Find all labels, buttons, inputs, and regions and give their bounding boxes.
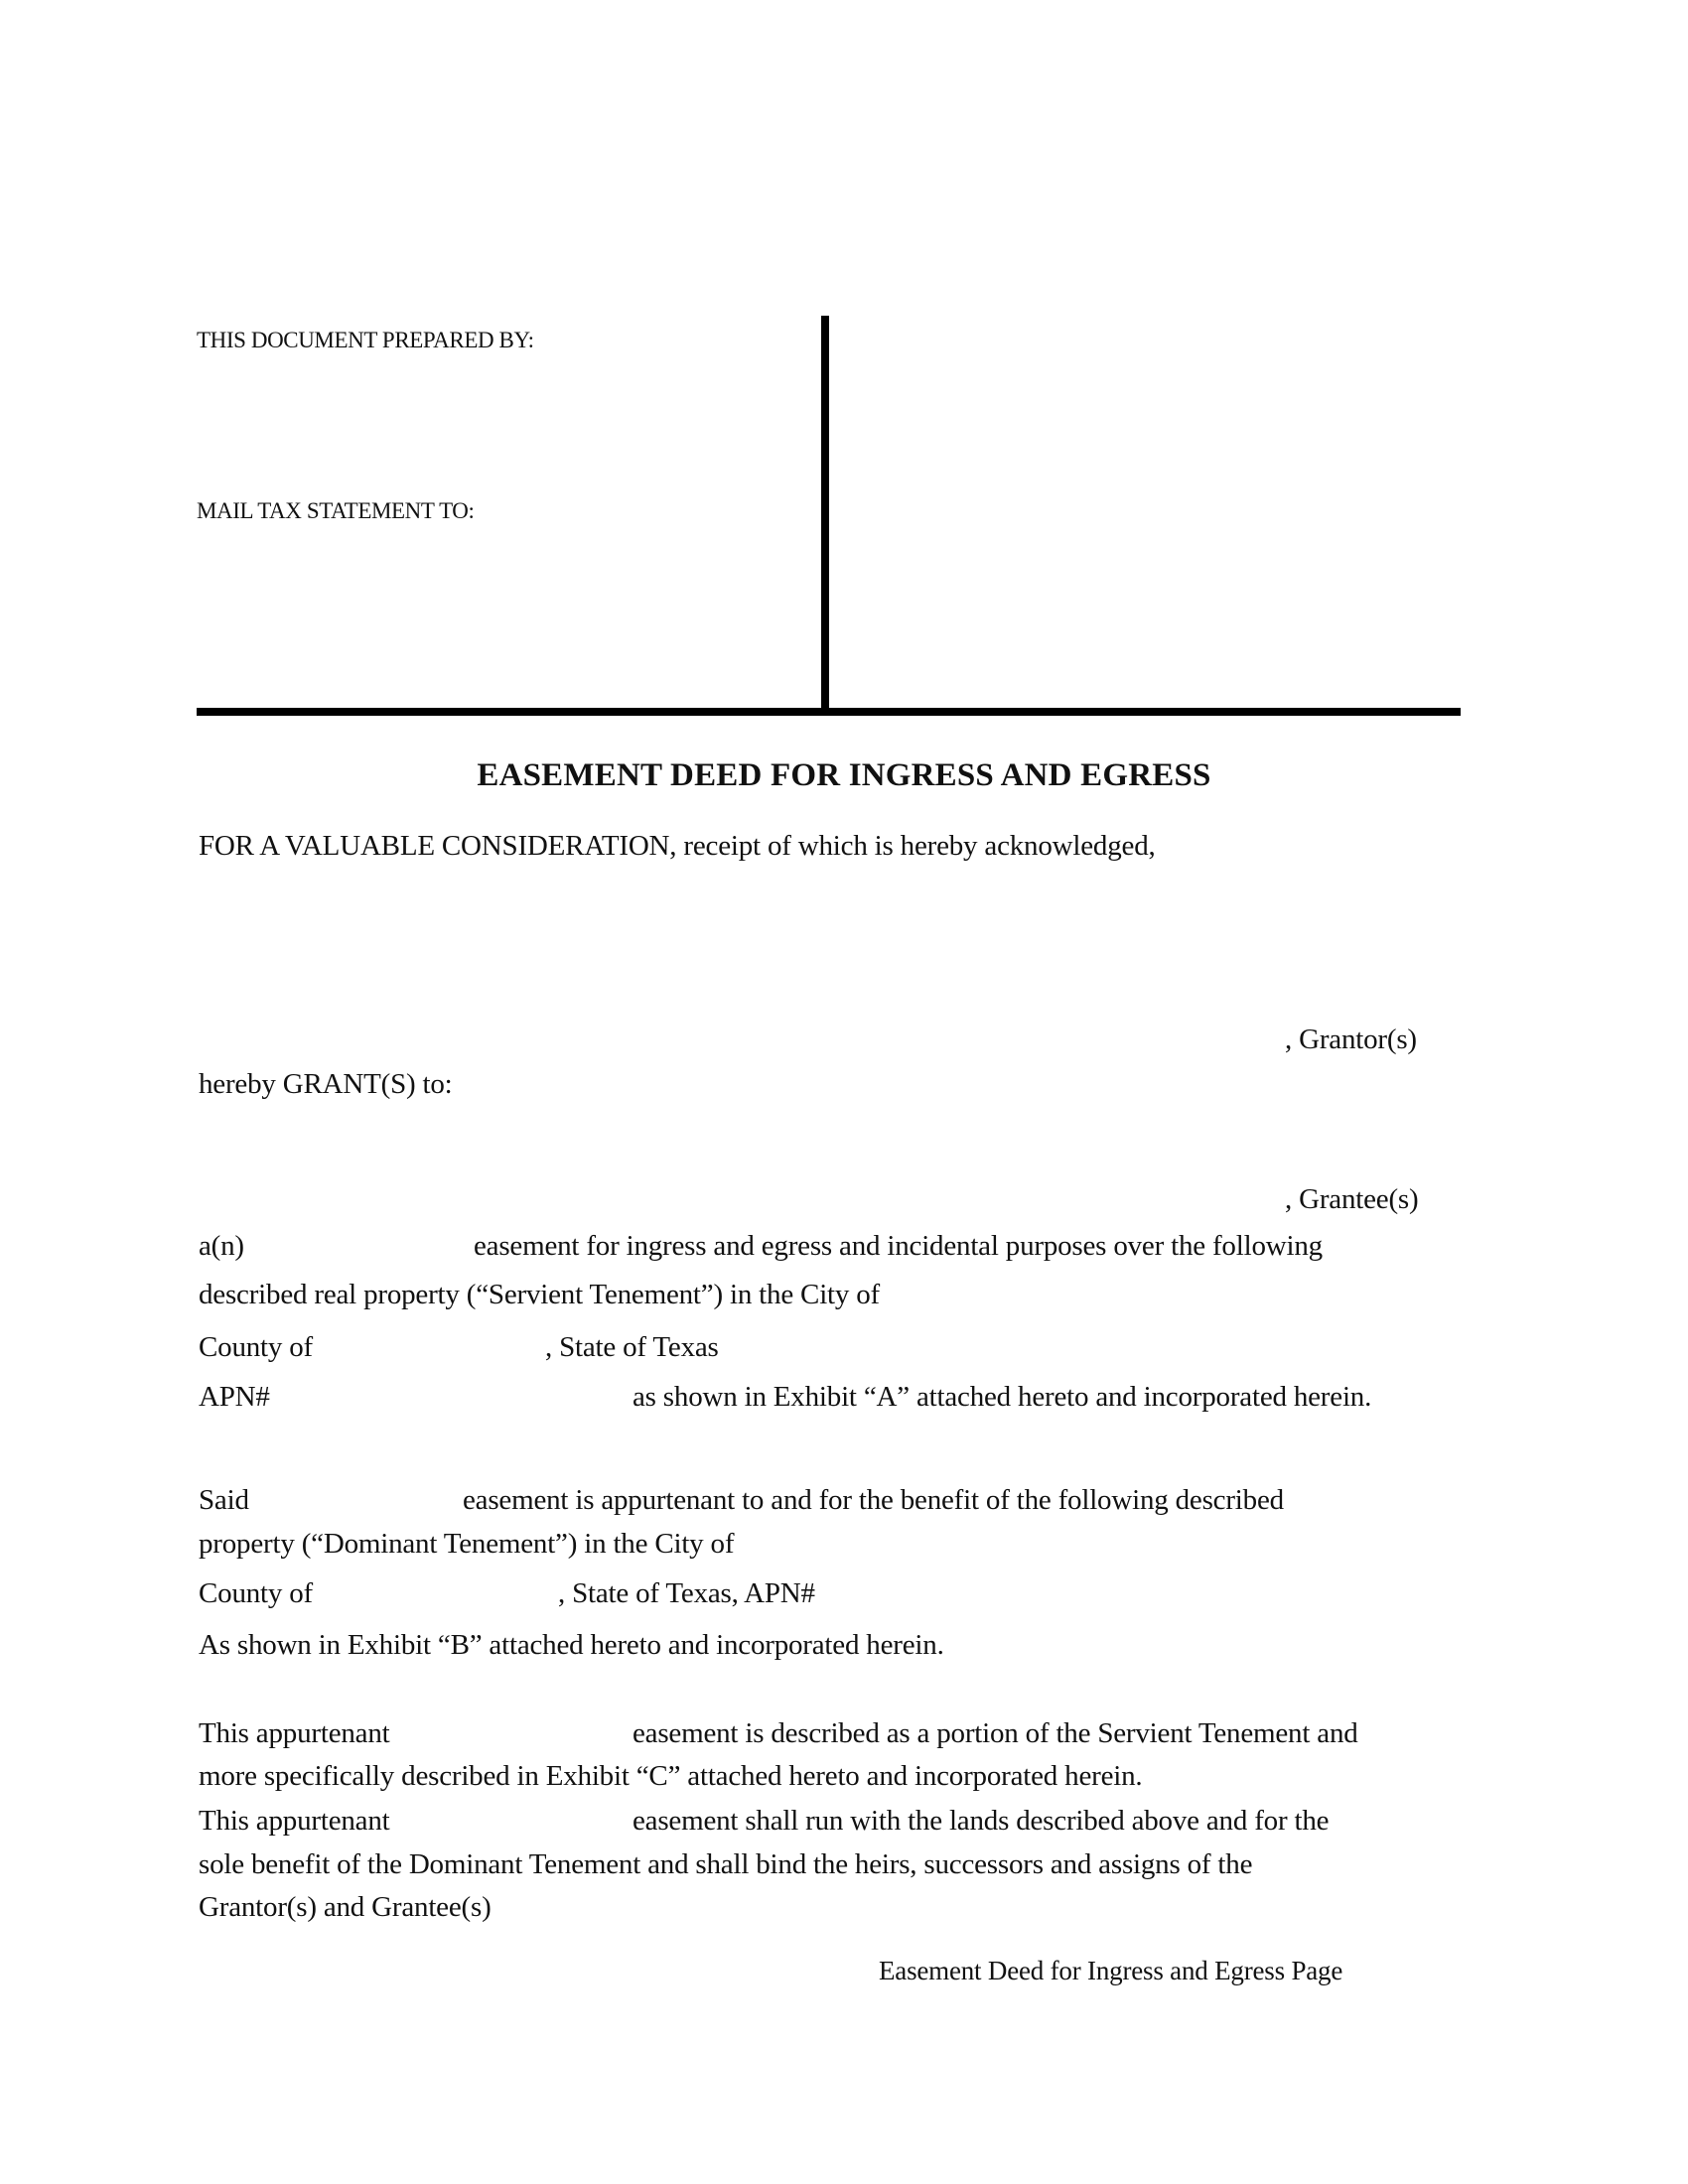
- grantor-label: , Grantor(s): [1285, 1024, 1417, 1055]
- consideration-text: FOR A VALUABLE CONSIDERATION, receipt of which is hereby acknowledged,: [199, 830, 1156, 862]
- easement-run-text: easement shall run with the lands described above and for the: [633, 1805, 1330, 1837]
- sole-benefit-text: sole benefit of the Dominant Tenement and shall bind the heirs, successors and assigns of the: [199, 1848, 1253, 1880]
- exhibit-c-text: more specifically described in Exhibit “C” attached hereto and incorporated herein.: [199, 1760, 1143, 1792]
- easement-for-text: easement for ingress and egress and incidental purposes over the following: [474, 1230, 1323, 1262]
- county-of-label-2: County of: [199, 1577, 314, 1609]
- this-appurtenant-1: This appurtenant: [199, 1717, 390, 1749]
- county-of-label-1: County of: [199, 1331, 314, 1363]
- header-horizontal-rule: [197, 708, 1461, 716]
- apn-label-1: APN#: [199, 1381, 270, 1413]
- servient-tenement-text: described real property (“Servient Tenement”) in the City of: [199, 1279, 881, 1310]
- dominant-tenement-text: property (“Dominant Tenement”) in the City of: [199, 1528, 735, 1560]
- header-vertical-rule: [821, 316, 829, 712]
- an-text: a(n): [199, 1230, 244, 1262]
- exhibit-a-text: as shown in Exhibit “A” attached hereto and incorporated herein.: [633, 1381, 1372, 1413]
- grants-to-text: hereby GRANT(S) to:: [199, 1068, 453, 1100]
- easement-described-text: easement is described as a portion of the Servient Tenement and: [633, 1717, 1358, 1749]
- prepared-by-label: THIS DOCUMENT PREPARED BY:: [197, 328, 534, 352]
- exhibit-b-text: As shown in Exhibit “B” attached hereto and incorporated herein.: [199, 1629, 944, 1661]
- page-footer: Easement Deed for Ingress and Egress Page: [879, 1956, 1343, 1985]
- state-of-texas-1: , State of Texas: [545, 1331, 719, 1363]
- document-title: EASEMENT DEED FOR INGRESS AND EGRESS: [477, 757, 1211, 793]
- easement-appurtenant-text: easement is appurtenant to and for the benefit of the following described: [463, 1484, 1284, 1516]
- mail-tax-statement-label: MAIL TAX STATEMENT TO:: [197, 498, 475, 523]
- state-texas-apn-text: , State of Texas, APN#: [558, 1577, 815, 1609]
- said-text: Said: [199, 1484, 249, 1516]
- this-appurtenant-2: This appurtenant: [199, 1805, 390, 1837]
- grantors-grantees-text: Grantor(s) and Grantee(s): [199, 1891, 492, 1923]
- grantee-label: , Grantee(s): [1285, 1183, 1419, 1215]
